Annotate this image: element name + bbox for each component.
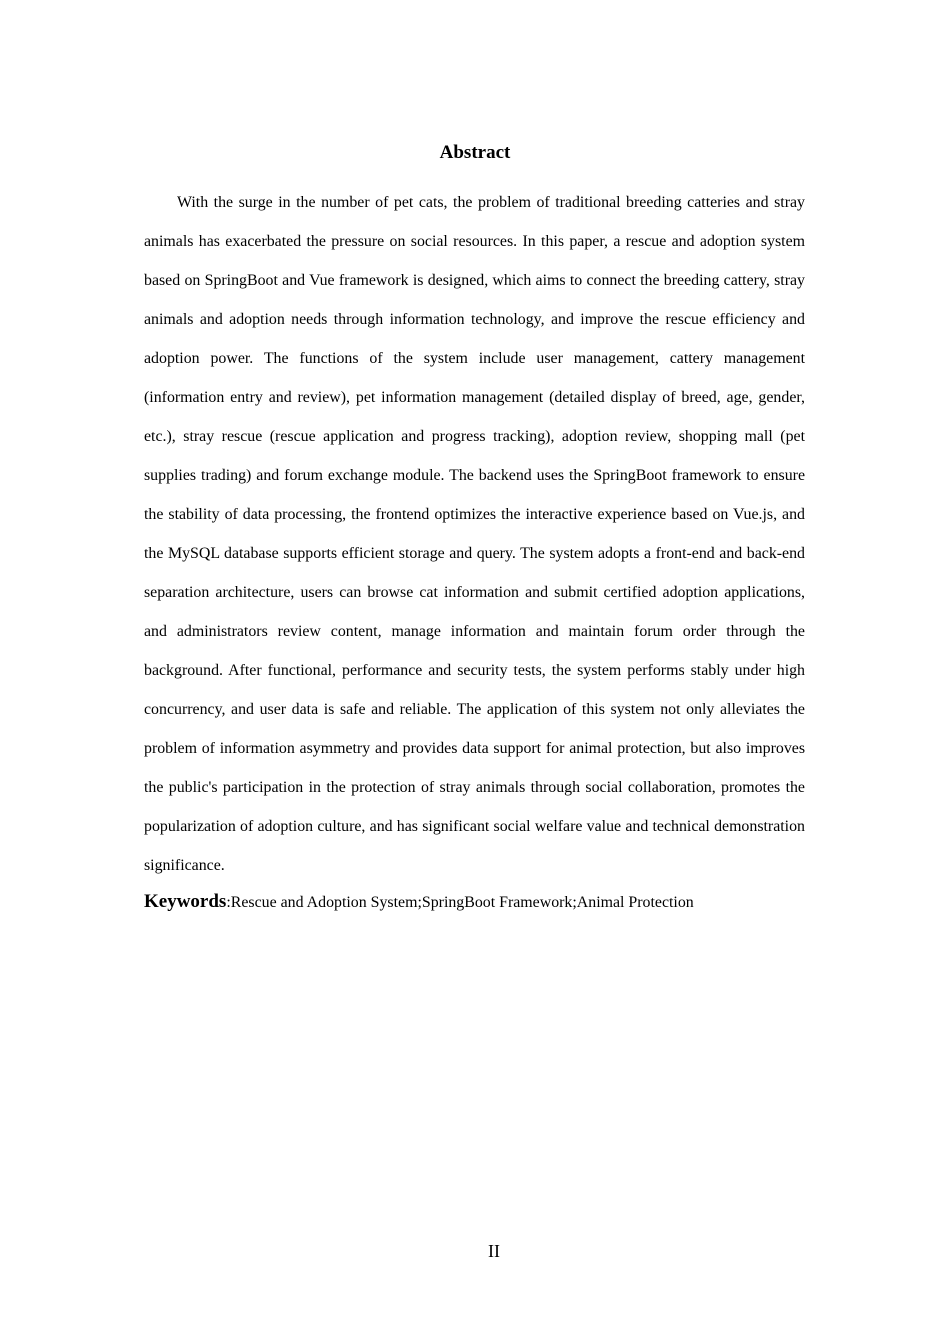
keywords-list: Rescue and Adoption System;SpringBoot Framework;Animal Protection <box>230 894 694 911</box>
page-number: II <box>488 1241 500 1261</box>
keywords-label: Keywords <box>144 891 227 912</box>
abstract-body: With the surge in the number of pet cats, the problem of traditional breeding catteries and stray animals has exacerbated the pressure on social resources. In this paper, a rescue and adoption system based on SpringBoot and Vue framework is designed, which aims to connect the breeding cattery, stray animals and adoption needs through information technology, and improve the rescue efficiency and adoption power. The functions of the system include user management, cattery management (information entry and review), pet information management (detailed display of breed, age, gender, etc.), stray rescue (rescue application and progress tracking), adoption review, shopping mall (pet supplies trading) and forum exchange module. The backend uses the SpringBoot framework to ensure the stability of data processing, the frontend optimizes the interactive experience based on Vue.js, and the MySQL database supports efficient storage and query. The system adopts a front-end and back-end separation architecture, users can browse cat information and submit certified adoption applications, and administrators review content, manage information and maintain forum order through the background. After functional, performance and security tests, the system performs stably under high concurrency, and user data is safe and reliable. The application of this system not only alleviates the problem of information asymmetry and provides data support for animal protection, but also improves the public's participation in the protection of stray animals through social collaboration, promotes the popularization of adoption culture, and has significant social welfare value and technical demonstration significance. <box>144 194 805 874</box>
abstract-title: Abstract <box>439 142 511 163</box>
keywords-line <box>144 888 844 917</box>
keywords-separator: : <box>226 894 231 911</box>
